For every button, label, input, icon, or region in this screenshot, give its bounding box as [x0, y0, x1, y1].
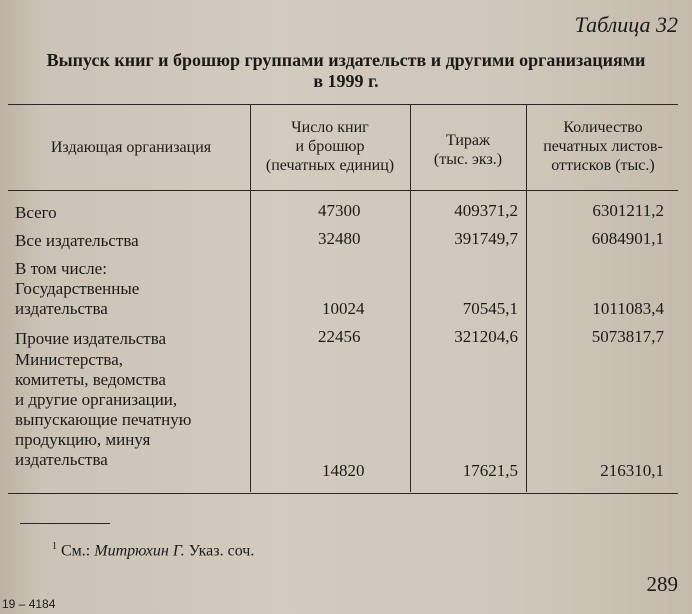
footnote-rule: [20, 523, 110, 524]
row-label: [15, 259, 255, 319]
footnote-mark: 1: [52, 541, 57, 552]
row-sheets: 216310,1: [600, 461, 664, 480]
header-circ-line: Тираж: [445, 132, 491, 149]
row-label: Прочие издательства: [15, 329, 167, 348]
row-label-line: издательства: [15, 299, 108, 318]
row-label-line: комитеты, ведомства: [15, 370, 166, 389]
row-count: 10024: [322, 299, 365, 318]
row-count: 22456: [318, 327, 361, 346]
row-sheets: 5073817,7: [591, 327, 664, 346]
table-number: Таблица 32: [574, 12, 678, 37]
header-sheets: [528, 118, 678, 175]
column-divider: [410, 104, 411, 492]
row-label-line: и другие организации,: [15, 390, 178, 409]
row-label-line: Министерства,: [15, 350, 124, 369]
printer-signature: 19 – 4184: [2, 597, 56, 611]
row-circulation: 70545,1: [462, 299, 518, 318]
title-line-1: Выпуск книг и брошюр группами издательств и другими организациями: [46, 50, 646, 70]
title-line-2: в 1999 г.: [313, 71, 379, 91]
header-divider: [8, 190, 678, 191]
row-circulation: 391749,7: [454, 229, 518, 248]
row-label: Всего: [15, 203, 57, 222]
header-sheets-line: Количество: [563, 119, 643, 136]
header-circ-line: (тыс. экз.): [433, 151, 503, 168]
column-divider: [526, 104, 527, 492]
page-number: 289: [646, 572, 678, 596]
row-count: 14820: [322, 461, 365, 480]
footnote-author: Митрюхин Г.: [94, 542, 185, 560]
row-circulation: 409371,2: [454, 201, 518, 220]
footnote: [52, 541, 254, 560]
header-org: Издающая организация: [50, 139, 212, 156]
header-circulation: [412, 131, 524, 169]
row-circulation: 17621,5: [462, 461, 518, 480]
row-label-line: Государственные: [15, 279, 140, 298]
table-title: [0, 50, 692, 92]
row-label-line: В том числе:: [15, 259, 107, 278]
footnote-rest: Указ. соч.: [184, 542, 255, 560]
header-count-line: (печатных единиц): [265, 157, 395, 174]
row-sheets: 6301211,2: [592, 201, 664, 220]
header-count-line: и брошюр: [295, 138, 365, 155]
header-sheets-line: печатных листов-: [543, 138, 663, 155]
row-circulation: 321204,6: [454, 327, 518, 346]
header-count-line: Число книг: [291, 119, 369, 136]
row-sheets: 6084901,1: [591, 229, 664, 248]
row-label: [15, 350, 255, 470]
row-label: Все издательства: [15, 231, 139, 250]
footnote-prefix: См.:: [61, 542, 95, 560]
row-count: 47300: [318, 201, 361, 220]
header-sheets-line: оттисков (тыс.): [551, 157, 655, 174]
row-sheets: 1011083,4: [592, 299, 664, 318]
header-count: [252, 118, 408, 175]
row-label-line: выпускающие печатную: [15, 410, 192, 429]
row-label-line: издательства: [15, 450, 108, 469]
row-count: 32480: [318, 229, 361, 248]
row-label-line: продукцию, минуя: [15, 430, 151, 449]
